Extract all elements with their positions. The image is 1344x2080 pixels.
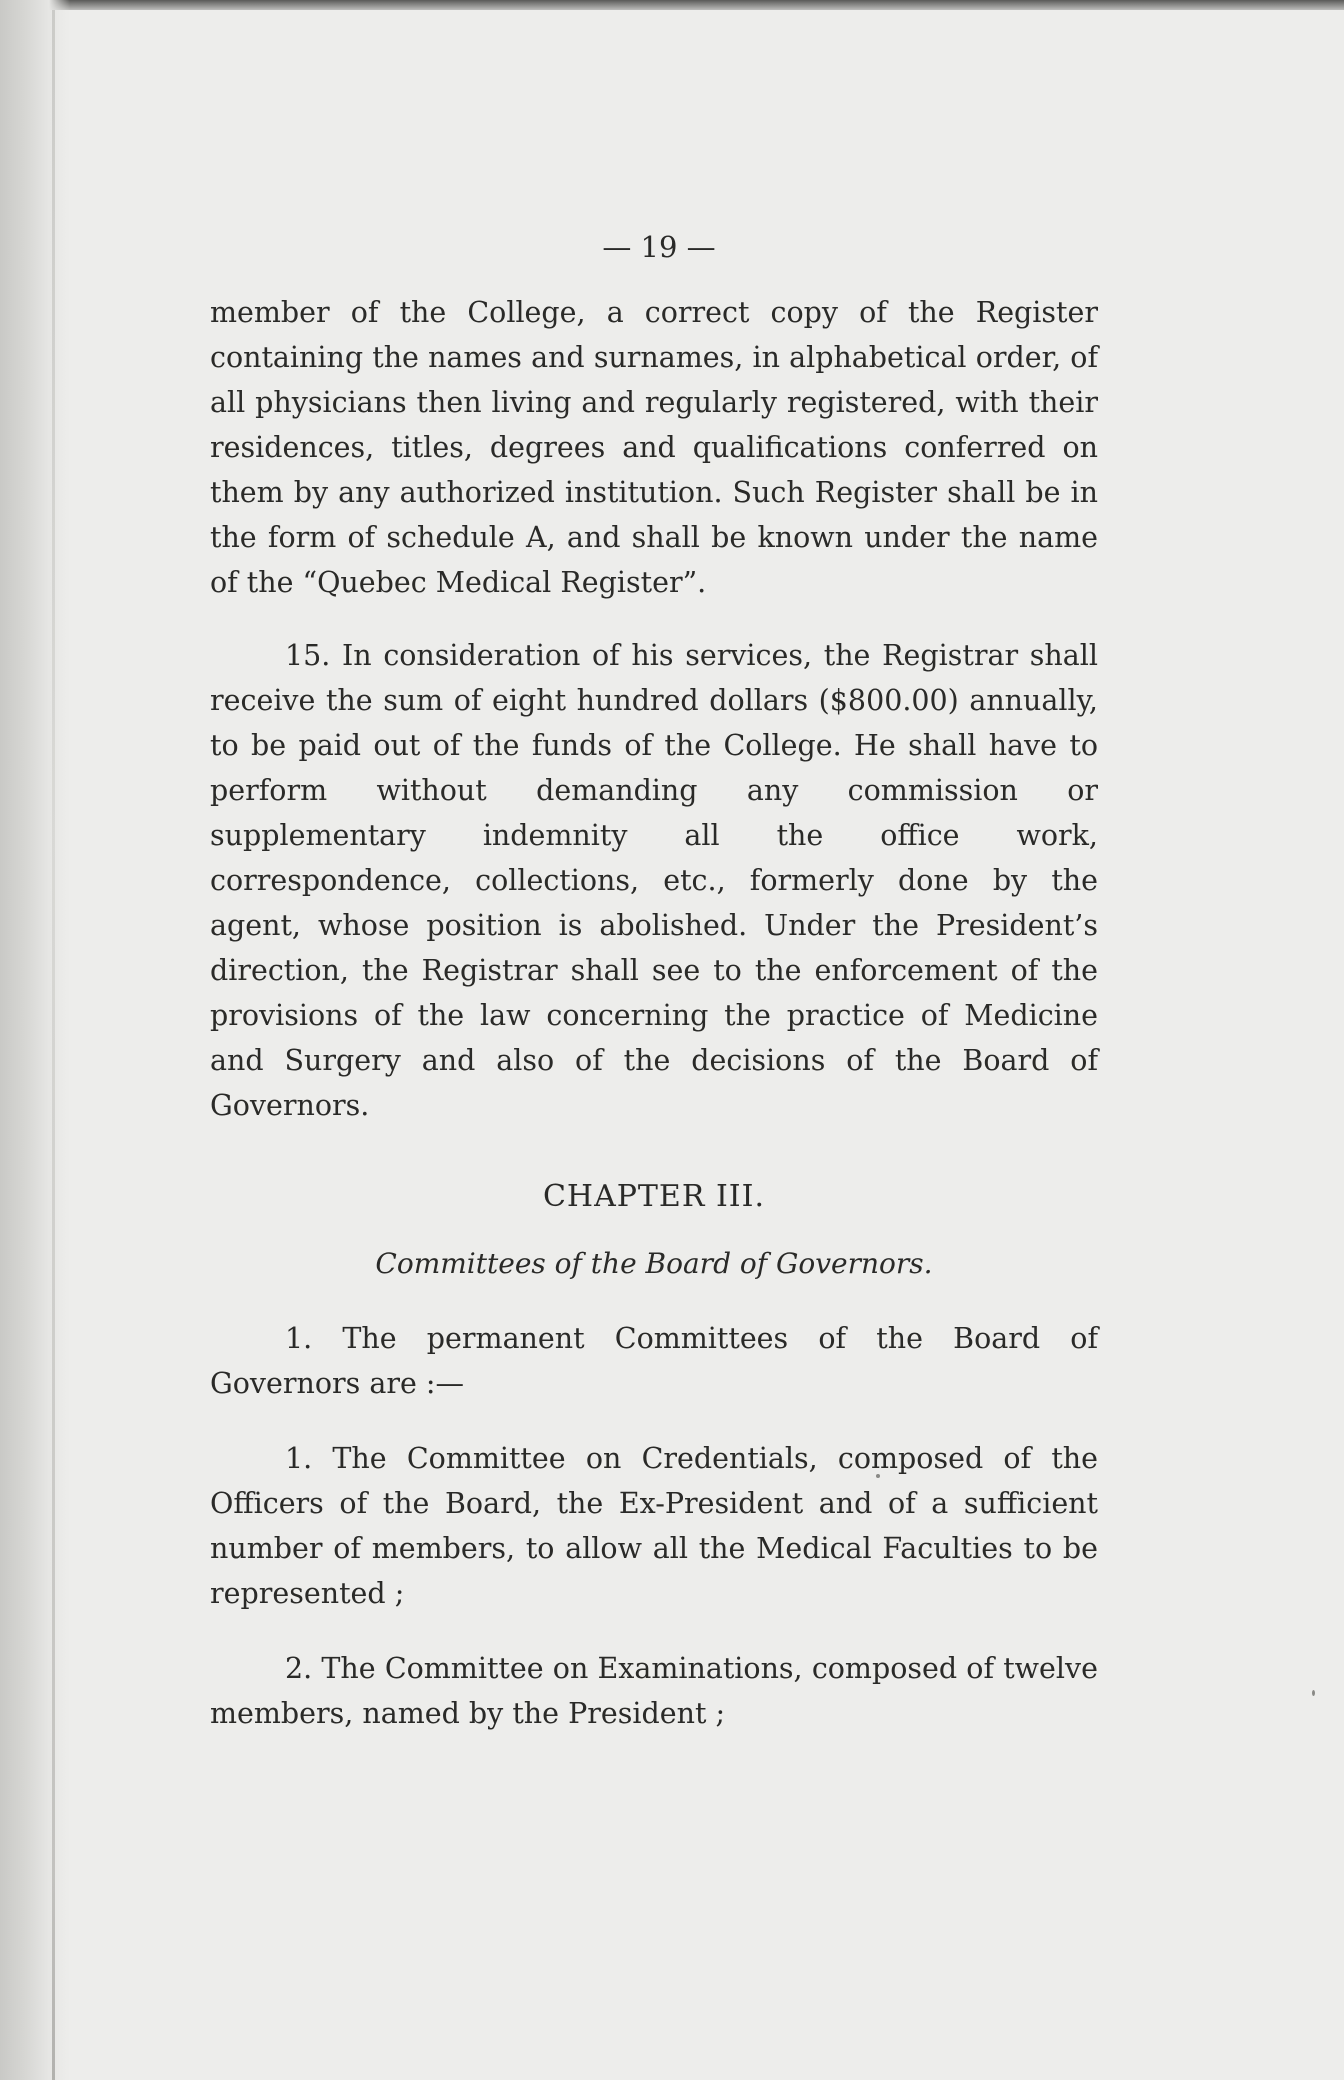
chapter-title: CHAPTER III. [542, 1179, 766, 1214]
article-1-paragraph: 1. The permanent Committees of the Board of Governors are :— [210, 1322, 1098, 1400]
ink-speck [1312, 1690, 1315, 1696]
continuation-paragraph: member of the College, a correct copy of the Register containing the names and surnames, in alphabetical order, of all physicians then living and regularly registered, with their residences, titles, degrees and qualifications conferred on them by any authorized institution. Such Register shall be in the form of schedule A, and shall be known under the name of the “Quebec Medical Register”. [210, 296, 1098, 599]
chapter-subtitle: Committees of the Board of Governors. [375, 1247, 933, 1280]
page-binding-shadow [0, 0, 70, 2080]
binding-gutter-line [52, 10, 55, 2080]
page-text [210, 225, 1098, 1736]
committee-item-1: 1. The Committee on Credentials, composed of the Officers of the Board, the Ex-President and of a sufficient number of members, to allow all the Medical Faculties to be represented ; [210, 1442, 1098, 1610]
page-top-shadow [0, 0, 1344, 10]
page-number: — 19 — [602, 230, 716, 264]
section-15-paragraph: 15. In consideration of his services, the Registrar shall receive the sum of eight hundred dollars ($800.00) annually, to be paid out of the funds of the College. He shall have to perform without demanding any commission or supplementary indemnity all the office work, correspondence, collections, etc., formerly done by the agent, whose position is abolished. Under the President’s direction, the Registrar shall see to the enforcement of the provisions of the law concerning the practice of Medicine and Surgery and also of the decisions of the Board of Governors. [210, 639, 1098, 1122]
committee-item-2: 2. The Committee on Examinations, composed of twelve members, named by the President ; [210, 1652, 1098, 1730]
